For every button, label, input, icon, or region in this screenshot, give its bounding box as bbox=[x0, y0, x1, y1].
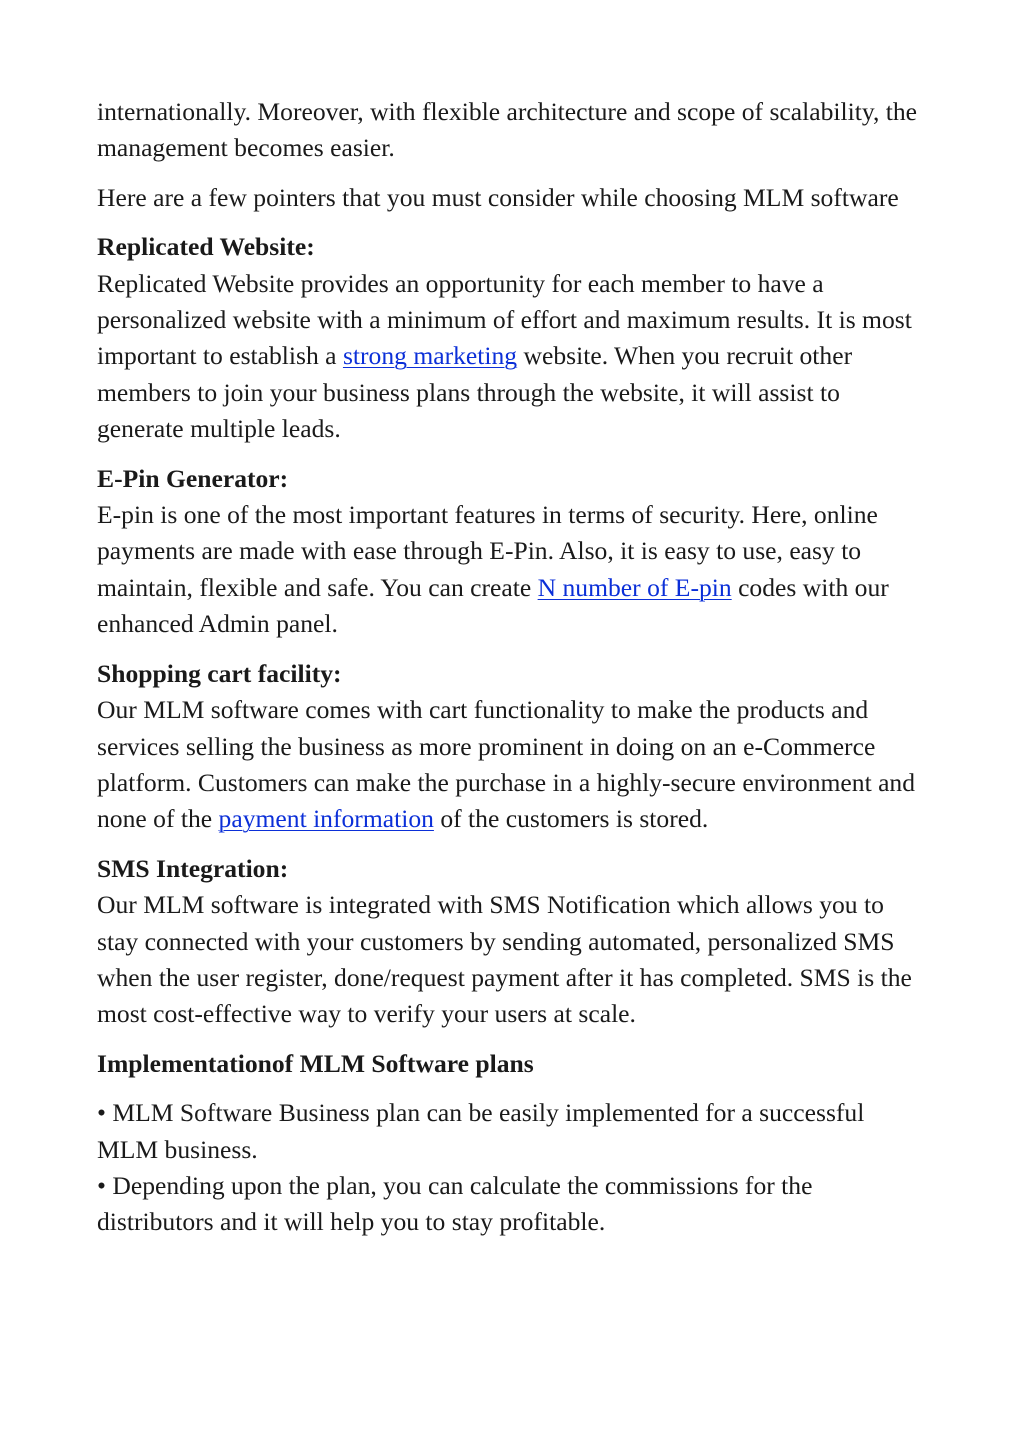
document-page bbox=[97, 94, 927, 1241]
section-title-replicated-website: Replicated Website: bbox=[97, 232, 315, 262]
section-shopping-cart bbox=[97, 656, 927, 838]
payment-information-link[interactable]: payment information bbox=[218, 804, 434, 834]
n-number-of-epin-link[interactable]: N number of E-pin bbox=[537, 572, 732, 602]
section-body-sms-integration: Our MLM software is integrated with SMS Notification which allows you to stay connected with your customers by sending automated, personalized SMS when the user register, done/request payment after it has completed. SMS is the most cost-effective way to verify your users at scale. bbox=[97, 890, 912, 1029]
implementation-bullets bbox=[97, 1095, 927, 1241]
body-text: Replicated Website provides an opportunity for each member to have a personalized website with a minimum of effort and maximum results. It is most important to establish a bbox=[97, 268, 912, 371]
implementation-title: Implementationof MLM Software plans bbox=[97, 1048, 534, 1078]
list-item: • Depending upon the plan, you can calculate the commissions for the distributors and it will help you to stay profitable. bbox=[97, 1170, 813, 1237]
section-title-sms-integration: SMS Integration: bbox=[97, 853, 289, 883]
intro-pointers: Here are a few pointers that you must consider while choosing MLM software bbox=[97, 182, 899, 212]
section-replicated-website bbox=[97, 229, 927, 447]
section-body-epin-generator bbox=[97, 497, 927, 643]
section-body-shopping-cart bbox=[97, 692, 927, 838]
body-text: website. When you recruit other members to join your business plans through the website, it will assist to generate multiple leads. bbox=[97, 341, 853, 444]
strong-marketing-link[interactable]: strong marketing bbox=[342, 341, 518, 371]
section-epin-generator bbox=[97, 461, 927, 643]
section-title-shopping-cart: Shopping cart facility: bbox=[97, 658, 342, 688]
intro-continuation: internationally. Moreover, with flexible architecture and scope of scalability, the management becomes easier. bbox=[97, 97, 918, 163]
list-item: • MLM Software Business plan can be easily implemented for a successful MLM business. bbox=[97, 1098, 865, 1164]
body-text: Our MLM software comes with cart functionality to make the products and services selling the business as more prominent in doing on an e-Commerce platform. Customers can make the purchase in a highly-secure environment and none of the bbox=[97, 695, 916, 834]
section-sms-integration bbox=[97, 851, 927, 1033]
body-text: codes with our enhanced Admin panel. bbox=[97, 572, 889, 639]
section-title-epin-generator: E-Pin Generator: bbox=[97, 463, 289, 493]
section-body-replicated-website bbox=[97, 266, 927, 448]
body-text: of the customers is stored. bbox=[433, 804, 709, 834]
body-text: E-pin is one of the most important features in terms of security. Here, online payments are made with ease through E-Pin. Also, it is easy to use, easy to maintain, flexible and safe. You can create bbox=[97, 500, 878, 602]
